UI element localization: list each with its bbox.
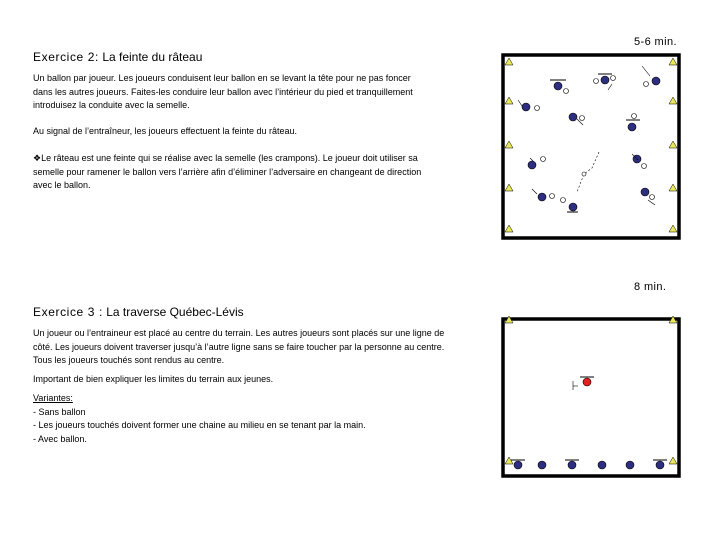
exercise2-title-label: Exercice 3 : (33, 305, 103, 319)
cone-icon (669, 184, 677, 191)
cone-icon (669, 58, 677, 65)
field-diagram-traverse (503, 316, 679, 476)
player (653, 460, 667, 469)
player-with-ball (632, 154, 647, 169)
player-with-ball (608, 76, 616, 91)
cone-icon (505, 97, 513, 104)
exercise1-duration: 5-6 min. (634, 36, 677, 48)
exercise1-title-label: Exercice 2: (33, 50, 99, 64)
exercise2-title-name: La traverse Québec-Lévis (106, 305, 244, 319)
player-with-ball (550, 80, 569, 94)
variants-title: Variantes: (33, 393, 73, 403)
coach-feint-path (577, 152, 599, 192)
field-boundary (503, 319, 679, 476)
cone-icon (669, 97, 677, 104)
cone-icon (505, 141, 513, 148)
players (518, 66, 660, 212)
player (565, 460, 579, 469)
player-with-ball (532, 189, 555, 201)
exercise1-paragraph-3-text: Le râteau est une feinte qui se réalise avec la semelle (les crampons). Le joueur doit utiliser sa semelle pour ramener le ballon vers l’arrière afin d’éliminer l’adversaire en changeant de direction avec le ballon. (33, 153, 422, 191)
variant-item: - Les joueurs touchés doivent former une chaine au milieu en se tenant par la main. (33, 420, 366, 431)
player-with-ball (561, 198, 579, 213)
diamond-bullet-icon: ❖ (33, 153, 42, 163)
player-with-ball (518, 100, 540, 111)
player (626, 461, 634, 469)
player-with-ball (569, 113, 585, 125)
player-with-ball (642, 66, 660, 87)
cone-icon (669, 141, 677, 148)
exercise1-paragraph-1: Un ballon par joueur. Les joueurs conduisent leur ballon en se levant la tête pour ne pas foncer dans les autres joueurs. Faites-les conduire leur ballon avec l’intérieur du pied et tranquillement introduisez la conduite avec la semelle. (33, 73, 413, 111)
cone-icon (505, 58, 513, 65)
field-diagram-feinte-rateau (503, 55, 679, 238)
player (511, 460, 525, 469)
player (598, 461, 606, 469)
exercise1-paragraph-2: Au signal de l’entraîneur, les joueurs effectuent la feinte du râteau. (33, 126, 298, 136)
exercise2-duration: 8 min. (634, 281, 667, 293)
cone-icon (505, 184, 513, 191)
variant-item: - Sans ballon (33, 406, 86, 417)
player (538, 461, 546, 469)
player-with-ball (641, 188, 655, 205)
cone-icon (669, 457, 677, 464)
player-with-ball (594, 74, 613, 84)
cone-markers (505, 58, 677, 232)
cone-icon (669, 225, 677, 232)
exercise2-paragraph-1: Un joueur ou l’entraineur est placé au centre du terrain. Les autres joueurs sont placés sur une ligne de côté. Les joueurs doivent traverser jusqu’à l’autre ligne sans se faire toucher par la personne au centre. Tous les joueurs touchés sont rendus au centre. (33, 328, 445, 366)
exercise2-paragraph-2: Important de bien expliquer les limites du terrain aux jeunes. (33, 374, 274, 384)
player-with-ball (626, 114, 640, 132)
line-players (511, 460, 667, 469)
cone-icon (505, 225, 513, 232)
player-with-ball (528, 157, 546, 170)
center-tagger (573, 377, 594, 390)
exercise1-title-name: La feinte du râteau (102, 50, 203, 64)
variant-item: - Avec ballon. (33, 433, 87, 444)
cone-markers (505, 316, 677, 464)
